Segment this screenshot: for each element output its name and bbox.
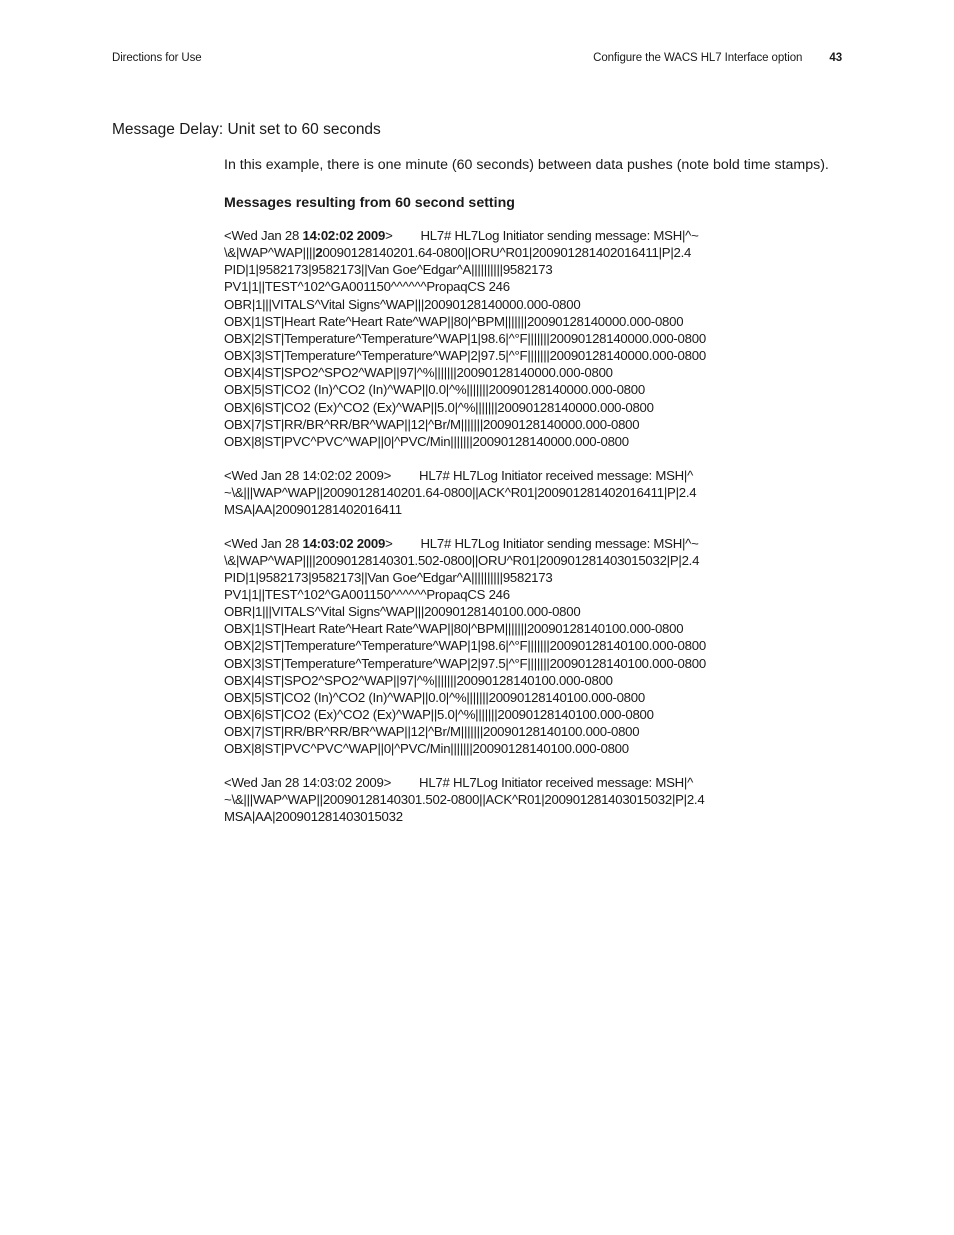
log-line: OBR|1|||VITALS^Vital Signs^WAP|||20090128140100.000-0800	[224, 604, 581, 620]
log-header-line	[224, 467, 839, 484]
log-block-sending-1	[224, 227, 839, 450]
log-line: OBX|5|ST|CO2 (In)^CO2 (In)^WAP||0.0|^%|||||||20090128140000.000-0800	[224, 382, 645, 398]
log-line: OBX|3|ST|Temperature^Temperature^WAP|2|97.5|^°F|||||||20090128140000.000-0800	[224, 348, 706, 364]
log-line: OBX|7|ST|RR/BR^RR/BR^WAP||12|^Br/M|||||||20090128140100.000-0800	[224, 724, 640, 740]
log-date: <Wed Jan 28	[224, 535, 303, 551]
log-header-line	[224, 535, 839, 552]
intro-paragraph: In this example, there is one minute (60 seconds) between data pushes (note bold time stamps).	[224, 157, 829, 173]
log-line: OBX|8|ST|PVC^PVC^WAP||0|^PVC/Min|||||||20090128140100.000-0800	[224, 741, 629, 757]
log-date: <Wed Jan 28 14:02:02 2009>	[224, 467, 392, 483]
log-line: OBX|6|ST|CO2 (Ex)^CO2 (Ex)^WAP||5.0|^%|||||||20090128140000.000-0800	[224, 399, 654, 415]
header-section	[593, 52, 842, 64]
log-line: \&|WAP^WAP||||20090128140301.502-0800||ORU^R01|200901281403015032|P|2.4	[224, 552, 700, 568]
log-line: OBX|4|ST|SPO2^SPO2^WAP||97|^%|||||||20090128140000.000-0800	[224, 365, 613, 381]
bold-digit: 2	[315, 245, 323, 261]
page-header	[112, 52, 842, 70]
log-line: ~\&|||WAP^WAP||20090128140201.64-0800||ACK^R01|200901281402016411|P|2.4	[224, 484, 697, 500]
log-line: PV1|1||TEST^102^GA001150^^^^^^PropaqCS 246	[224, 279, 510, 295]
log-line: ~\&|||WAP^WAP||20090128140301.502-0800||ACK^R01|200901281403015032|P|2.4	[224, 792, 705, 808]
log-line: OBX|4|ST|SPO2^SPO2^WAP||97|^%|||||||20090128140100.000-0800	[224, 672, 613, 688]
log-segment: \&|WAP^WAP||||	[224, 245, 316, 261]
subheading: Messages resulting from 60 second setting	[224, 195, 515, 211]
log-message: HL7# HL7Log Initiator received message: MSH|^	[419, 467, 694, 483]
log-line: OBX|1|ST|Heart Rate^Heart Rate^WAP||80|^BPM|||||||20090128140100.000-0800	[224, 621, 684, 637]
bold-timestamp: 14:02:02 2009	[302, 228, 386, 243]
log-line	[224, 244, 839, 261]
log-line: MSA|AA|200901281402016411	[224, 501, 402, 517]
log-message: HL7# HL7Log Initiator sending message: MSH|^~	[420, 228, 699, 243]
bold-timestamp: 14:03:02 2009	[302, 535, 386, 551]
page-number: 43	[829, 52, 842, 64]
log-header-line	[224, 227, 839, 244]
log-line: OBR|1|||VITALS^Vital Signs^WAP|||20090128140000.000-0800	[224, 296, 581, 312]
log-line: OBX|5|ST|CO2 (In)^CO2 (In)^WAP||0.0|^%|||||||20090128140100.000-0800	[224, 689, 645, 705]
log-line: PID|1|9582173|9582173||Van Goe^Edgar^A||||||||||9582173	[224, 262, 553, 278]
log-line: OBX|8|ST|PVC^PVC^WAP||0|^PVC/Min|||||||20090128140000.000-0800	[224, 433, 629, 449]
log-line: OBX|1|ST|Heart Rate^Heart Rate^WAP||80|^BPM|||||||20090128140000.000-0800	[224, 313, 684, 329]
header-doc-title: Directions for Use	[112, 52, 202, 64]
log-message: HL7# HL7Log Initiator sending message: MSH|^~	[420, 535, 699, 551]
log-block-received-1	[224, 467, 839, 518]
log-segment: 0090128140201.64-0800||ORU^R01|200901281402016411|P|2.4	[322, 245, 692, 261]
log-date: <Wed Jan 28 14:03:02 2009>	[224, 775, 392, 791]
log-message: HL7# HL7Log Initiator received message: MSH|^	[419, 775, 694, 791]
page-body	[224, 156, 839, 826]
log-date-close: >	[385, 535, 393, 551]
log-block-received-2	[224, 774, 839, 825]
log-line: OBX|3|ST|Temperature^Temperature^WAP|2|97.5|^°F|||||||20090128140100.000-0800	[224, 655, 706, 671]
log-line: OBX|2|ST|Temperature^Temperature^WAP|1|98.6|^°F|||||||20090128140100.000-0800	[224, 638, 706, 654]
log-line: OBX|7|ST|RR/BR^RR/BR^WAP||12|^Br/M|||||||20090128140000.000-0800	[224, 416, 640, 432]
log-line: PV1|1||TEST^102^GA001150^^^^^^PropaqCS 246	[224, 586, 510, 602]
log-date-close: >	[385, 228, 393, 243]
log-line: OBX|2|ST|Temperature^Temperature^WAP|1|98.6|^°F|||||||20090128140000.000-0800	[224, 330, 706, 346]
log-header-line	[224, 774, 839, 791]
section-title: Message Delay: Unit set to 60 seconds	[112, 121, 381, 138]
log-line: OBX|6|ST|CO2 (Ex)^CO2 (Ex)^WAP||5.0|^%|||||||20090128140100.000-0800	[224, 707, 654, 723]
header-section-title: Configure the WACS HL7 Interface option	[593, 52, 803, 64]
log-block-sending-2	[224, 535, 839, 758]
log-date: <Wed Jan 28	[224, 228, 303, 243]
log-line: PID|1|9582173|9582173||Van Goe^Edgar^A||||||||||9582173	[224, 569, 553, 585]
log-line: MSA|AA|200901281403015032	[224, 809, 403, 825]
